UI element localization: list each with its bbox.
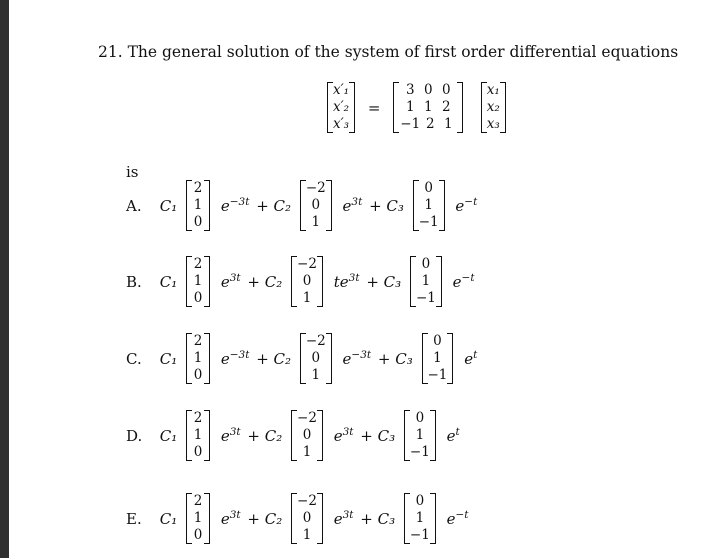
- matrix-entry: 1: [405, 99, 415, 115]
- constant: + C₂: [247, 272, 283, 291]
- answer-option-a[interactable]: A. C₁ 2 1 0 $e^{-3t} + C_2$ −2 0 1 $e^{3t} + C_3$ 0 1 −1 $e^{-t}$: [126, 180, 478, 230]
- answer-option-c[interactable]: C. C₁ 2 1 0 $e^{-3t} + C_2$ −2 0 1 $e^{-3t} + C_3$ 0 1 −1 $e^t$: [126, 333, 478, 383]
- exponent: 3t: [348, 272, 360, 284]
- exponent: 3t: [351, 196, 363, 208]
- matrix-entry: 2: [441, 99, 451, 115]
- constant: + C₃: [360, 509, 396, 528]
- is-word: is: [126, 163, 139, 181]
- matrix-entry: x′₁: [333, 82, 350, 98]
- matrix-entry: x′₃: [333, 116, 350, 132]
- constant: + C₂: [256, 349, 292, 368]
- matrix-entry: 1: [423, 99, 433, 115]
- option-label: B.: [126, 272, 142, 291]
- derivative-vector: [327, 82, 355, 133]
- exponent: −3t: [229, 349, 250, 361]
- exponent: 3t: [342, 509, 354, 521]
- option-label: C.: [126, 349, 142, 368]
- matrix-row: [399, 116, 457, 133]
- exponent: 3t: [229, 426, 241, 438]
- answer-option-d[interactable]: D. C₁ 2 1 0 $e^{3t} + C_2$ −2 0 1 $e^{3t} + C_3$ 0 1 −1 $e^t$: [126, 410, 460, 460]
- constant: + C₂: [247, 426, 283, 445]
- eigenvector: 2 1 0: [186, 410, 210, 461]
- exponent: 3t: [229, 272, 241, 284]
- constant: + C₃: [369, 196, 404, 215]
- matrix-row: [399, 99, 457, 116]
- eigenvector: 0 1 −1: [413, 180, 445, 231]
- matrix-entry: 3: [405, 82, 415, 98]
- option-label: E.: [126, 509, 142, 528]
- eigenvector: −2 0 1: [291, 410, 323, 461]
- option-label: A.: [126, 196, 142, 215]
- matrix-row: [399, 82, 457, 99]
- window-left-edge: [0, 0, 9, 558]
- eigenvector: −2 0 1: [300, 333, 332, 384]
- coefficient-matrix: [393, 82, 463, 133]
- eigenvector: 0 1 −1: [404, 410, 436, 461]
- answer-option-b[interactable]: B. C₁ 2 1 0 $e^{3t} + C_2$ −2 0 1 $te^{3t} + C_3$ 0 1 −1 $e^{-t}$: [126, 256, 475, 306]
- eigenvector: 2 1 0: [186, 333, 210, 384]
- exponent: −t: [464, 196, 478, 208]
- eigenvector: 0 1 −1: [410, 256, 442, 307]
- equals-sign: =: [367, 98, 381, 117]
- question-stem: [98, 43, 678, 61]
- exponent: 3t: [229, 509, 241, 521]
- constant: C₁: [159, 349, 178, 368]
- eigenvector: 0 1 −1: [422, 333, 454, 384]
- exponent: t: [473, 349, 478, 361]
- constant: C₁: [159, 426, 178, 445]
- constant: + C₃: [366, 272, 402, 291]
- exponent: −3t: [351, 349, 372, 361]
- matrix-entry: x₂: [486, 99, 500, 115]
- question-text: The general solution of the system of first order differential equations: [127, 43, 679, 61]
- matrix-entry: 1: [443, 116, 453, 132]
- constant: + C₂: [256, 196, 292, 215]
- matrix-entry: x₃: [486, 116, 500, 132]
- eigenvector: 0 1 −1: [404, 493, 436, 544]
- constant: C₁: [159, 196, 178, 215]
- ode-system: [327, 82, 506, 133]
- matrix-entry: 2: [425, 116, 435, 132]
- exponent: −t: [461, 272, 475, 284]
- matrix-entry: 0: [423, 82, 433, 98]
- option-label: D.: [126, 426, 143, 445]
- matrix-entry: −1: [400, 116, 421, 132]
- constant: C₁: [159, 509, 178, 528]
- constant: + C₃: [377, 349, 413, 368]
- matrix-entry: x₁: [486, 82, 500, 98]
- exponent: −3t: [229, 196, 250, 208]
- eigenvector: 2 1 0: [186, 180, 210, 231]
- answer-option-e[interactable]: E. C₁ 2 1 0 $e^{3t} + C_2$ −2 0 1 $e^{3t} + C_3$ 0 1 −1 $e^{-t}$: [126, 493, 469, 543]
- exponent: 3t: [342, 426, 354, 438]
- exponent: −t: [455, 509, 469, 521]
- variable-vector: [481, 82, 506, 133]
- constant: C₁: [159, 272, 178, 291]
- eigenvector: −2 0 1: [300, 180, 332, 231]
- constant: + C₂: [247, 509, 283, 528]
- exponent: t: [455, 426, 460, 438]
- eigenvector: 2 1 0: [186, 493, 210, 544]
- constant: + C₃: [360, 426, 396, 445]
- question-number: 21.: [98, 43, 123, 61]
- matrix-entry: x′₂: [333, 99, 350, 115]
- matrix-entry: 0: [441, 82, 451, 98]
- eigenvector: −2 0 1: [291, 493, 323, 544]
- eigenvector: 2 1 0: [186, 256, 210, 307]
- eigenvector: −2 0 1: [291, 256, 323, 307]
